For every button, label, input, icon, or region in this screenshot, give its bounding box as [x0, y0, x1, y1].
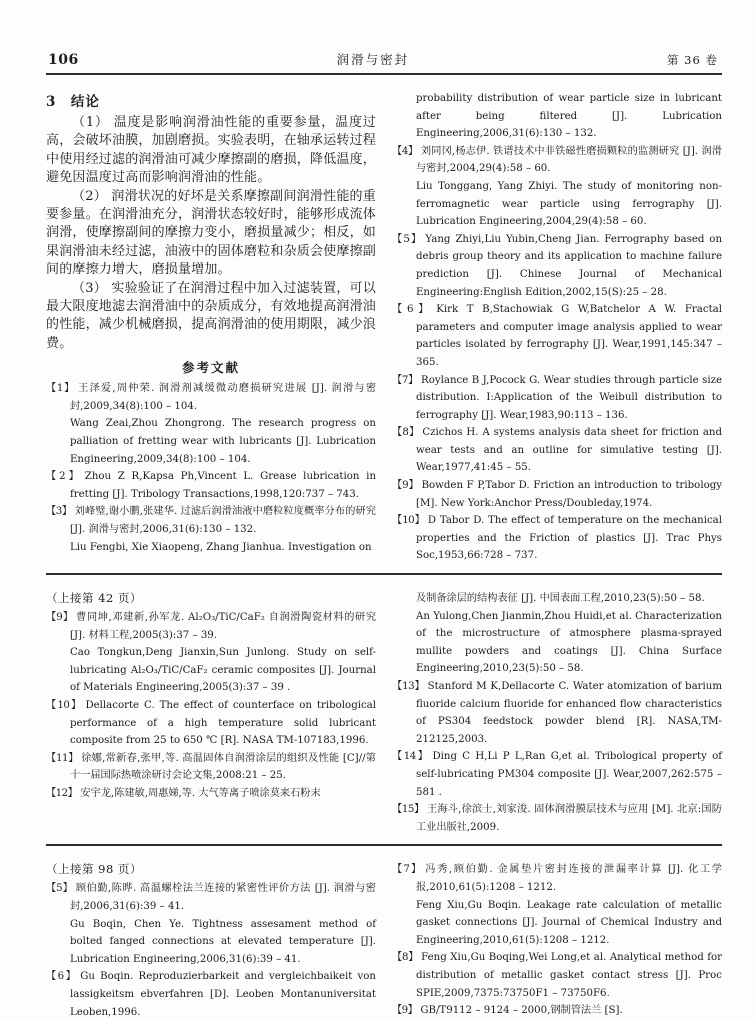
reference-text: 【8】 Czichos H. A systems analysis data sheet for friction and wear tests and an outline for simulative testing [J]. Wear,1977,41:45 – 55. — [392, 427, 723, 474]
continued-section-98 — [46, 861, 722, 1020]
reference-translation: Feng Xiu,Gu Boqin. Leakage rate calculation of metallic gasket connections [J]. Journal of Chemical Industry and Engineering,2010,61(5):1208 – 1212. — [416, 899, 722, 946]
reference-list-main-left — [46, 380, 376, 556]
reference-item — [46, 380, 376, 468]
reference-continuation: probability distribution of wear particle size in lubricant after being filtered [J]. Lubrication Engineering,2006,31(6):130 – 132. — [416, 93, 722, 140]
reference-number: 【7】 — [392, 374, 419, 386]
reference-text: 【7】 Roylance B J,Pocock G. Wear studies through particle size distribution. I:Application of the Weibull distribution to ferrography [J]. Wear,1983,90:113 – 136. — [392, 374, 723, 421]
reference-number: 【12】 — [46, 787, 78, 799]
reference-text: 【4】 刘同冈,杨志伊. 铁谱技术中非铁磁性磨损颗粒的监测研究 [J]. 润滑与密封,2004,29(4):58 – 60. — [392, 145, 722, 175]
reference-item — [46, 880, 376, 968]
journal-title: 润滑与密封 — [336, 52, 410, 67]
reference-number: 【4】 — [392, 145, 418, 157]
reference-item — [392, 424, 722, 477]
right-column — [392, 861, 722, 1020]
reference-item — [46, 503, 376, 556]
reference-text: 【6】 Gu Boqin. Reproduzierbarkeit and vergleichbaikeit von lassigkeitsm ebverfahren [D]. Leoben Montanuniversitat Leoben,1996. — [46, 971, 376, 1018]
reference-number: 【14】 — [392, 751, 430, 763]
reference-number: 【5】 — [392, 233, 423, 245]
reference-item — [392, 512, 722, 565]
reference-number: 【11】 — [46, 752, 79, 764]
reference-text: 【11】 徐娜,常新春,张甲,等. 高温固体自润滑涂层的组织及性能 [C]//第十一届国际热喷涂研讨会论文集,2008:21 – 25. — [46, 752, 376, 782]
reference-list-42-right — [392, 678, 722, 836]
reference-continuation: 及制备涂层的结构表征 [J]. 中国表面工程,2010,23(5):50 – 58. — [416, 593, 705, 605]
main-section — [46, 90, 722, 565]
reference-number: 【6】 — [392, 304, 434, 316]
reference-translation: Liu Tonggang, Yang Zhiyi. The study of monitoring non-ferromagnetic wear particle using ferrography [J]. Lubrication Engineering,2004,29(4):58 – 60. — [416, 180, 722, 228]
volume-label: 第 36 卷 — [667, 53, 718, 67]
reference-number: 【5】 — [46, 883, 73, 895]
reference-text: 【5】 Yang Zhiyi,Liu Yubin,Cheng Jian. Ferrography based on debris group theory and its application to machine failure prediction [J]. Chinese Journal of Mechanical Engineering:English Edition,2002,15(S):25 – 28. — [392, 233, 723, 298]
reference-translation: Gu Boqin, Chen Ye. Tightness assesament method of bolted fanged connections at elevated temperature [J]. Lubrication Engineering,2006,31(6):39 – 41. — [70, 918, 376, 965]
right-column — [392, 590, 722, 836]
reference-number: 【3】 — [46, 506, 72, 518]
reference-number: 【8】 — [392, 427, 420, 439]
header-rule — [46, 73, 722, 75]
reference-number: 【15】 — [392, 804, 424, 816]
reference-item — [46, 468, 376, 503]
reference-text: 【7】 冯秀,顾伯勤. 金属垫片密封连接的泄漏率计算 [J]. 化工学报,2010,61(5):1208 – 1212. — [392, 864, 722, 893]
reference-number: 【9】 — [392, 1005, 418, 1017]
reference-text: 【6】 Kirk T B,Stachowiak G W,Batchelor A W. Fractal parameters and computer image analysis applied to wear particles isolated by ferrography [J]. Wear,1991,145:347 – 365. — [392, 304, 722, 368]
reference-number: 【9】 — [46, 612, 74, 624]
reference-list-42-left — [46, 609, 376, 803]
reference-item — [392, 678, 722, 748]
reference-item — [46, 750, 376, 785]
reference-item — [392, 748, 722, 801]
right-column — [392, 90, 722, 565]
reference-item — [392, 861, 722, 949]
reference-item — [46, 697, 376, 750]
reference-text: 【2】 Zhou Z R,Kapsa Ph,Vincent L. Grease lubrication in fretting [J]. Tribology Transactions,1998,120:737 – 743. — [46, 471, 377, 500]
continued-section-42 — [46, 590, 722, 836]
reference-item — [46, 785, 376, 803]
reference-item — [392, 231, 722, 301]
reference-item — [392, 477, 722, 512]
reference-item — [392, 1002, 722, 1020]
reference-item — [392, 949, 722, 1002]
reference-number: 【9】 — [392, 480, 419, 492]
reference-number: 【13】 — [392, 681, 425, 692]
section-divider — [46, 573, 722, 575]
reference-translation: Liu Fengbi, Xie Xiaopeng, Zhang Jianhua. Investigation on — [70, 541, 372, 553]
section-divider — [46, 844, 722, 846]
conclusion-paragraph-3: （3） 实验验证了在润滑过程中加入过滤装置，可以最大限度地滤去润滑油中的杂质成分，有效地提高润滑油的性能，减少机械磨损，提高润滑油的使用期限，减少浪费。 — [46, 280, 377, 351]
reference-continuation-translation: An Yulong,Chen Jianmin,Zhou Huidi,et al. Characterization of the microstructure of atmosphere plasma-sprayed mullite powders and coatings [J]. China Surface Engineering,2010,23(5):50 – 58. — [416, 610, 722, 675]
conclusion-paragraph-2: （2） 润滑状况的好坏是关系摩擦副间润滑性能的重要参量。在润滑油充分，润滑状态较好时，能够形成流体润滑，使摩擦副间的摩擦力变小，磨损量减少；相反，如果润滑油未经过滤，油液中的固体磨粒和杂质会使摩擦副间的摩擦力增大，磨损量增加。 — [46, 188, 377, 278]
reference-text: 【9】 Bowden F P,Tabor D. Friction an introduction to tribology [M]. New York:Anchor Press/Doubleday,1974. — [392, 480, 722, 509]
reference-text: 【10】 D Tabor D. The effect of temperature on the mechanical properties and the Friction of plastics [J]. Trac Phys Soc,1953,66:728 – 737. — [392, 515, 723, 562]
left-column — [46, 861, 376, 1020]
reference-translation: Wang Zeai,Zhou Zhongrong. The research progress on palliation of fretting wear with lubricants [J]. Lubrication Engineering,2009,34(8):100 – 104. — [70, 418, 376, 465]
reference-text: 【9】 GB/T9112 – 9124 – 2000,钢制管法兰 [S]. — [392, 1005, 623, 1017]
reference-text: 【5】 顾伯勤,陈晔. 高温螺栓法兰连接的紧密性评价方法 [J]. 润滑与密封,2006,31(6):39 – 41. — [46, 883, 376, 912]
reference-number: 【8】 — [392, 952, 419, 964]
reference-item — [392, 801, 722, 836]
reference-number: 【7】 — [392, 864, 423, 876]
reference-item — [392, 372, 722, 425]
references-heading: 参考文献 — [181, 360, 240, 376]
reference-text: 【3】 刘峰璧,谢小鹏,张建华. 过滤后润滑油液中磨粒粒度概率分布的研究 [J]. 润滑与密封,2006,31(6):130 – 132. — [46, 506, 376, 536]
reference-list-98-right — [392, 861, 722, 1019]
left-column — [46, 590, 376, 836]
reference-item — [46, 968, 376, 1020]
page-header — [46, 50, 722, 73]
reference-item — [392, 301, 722, 371]
reference-list-main-right — [392, 143, 722, 565]
reference-text: 【14】 Ding C H,Li P L,Ran G,et al. Tribological property of self-lubricating PM304 composite [J]. Wear,2007,262:575 – 581 . — [392, 751, 723, 798]
page-number: 106 — [48, 52, 79, 68]
conclusion-paragraph-1: （1） 温度是影响润滑油性能的重要参量，温度过高，会破坏油膜，加剧磨损。实验表明，在轴承运转过程中使用经过滤的润滑油可减少摩擦副的磨损，降低温度，避免因温度过高而影响润滑油的性能。 — [46, 115, 377, 186]
reference-number: 【2】 — [46, 471, 82, 483]
continued-from-label: （上接第 98 页） — [46, 862, 142, 877]
reference-number: 【10】 — [392, 515, 425, 527]
reference-number: 【6】 — [46, 971, 78, 983]
reference-text: 【8】 Feng Xiu,Gu Boqing,Wei Long,et al. Analytical method for distribution of metallic gasket contact stress [J]. Proc SPIE,2009,7375:73750F1 – 73750F6. — [392, 952, 722, 999]
reference-text: 【12】 安宇龙,陈建敏,周惠娣,等. 大气等离子喷涂莫来石粉末 — [46, 787, 321, 799]
reference-translation: Cao Tongkun,Deng Jianxin,Sun Junlong. Study on self-lubricating Al₂O₃/TiC/CaF₂ ceramic composites [J]. Journal of Materials Engineering,2005(3):37 – 39 . — [70, 647, 376, 694]
reference-text: 【10】 Dellacorte C. The effect of counterface on tribological performance of a high temperature solid lubricant composite from 25 to 650 ℃ [R]. NASA TM-107183,1996. — [46, 700, 377, 747]
reference-item — [46, 609, 376, 697]
reference-number: 【10】 — [46, 700, 83, 711]
conclusion-heading: 3 结论 — [46, 94, 100, 110]
reference-item — [392, 143, 722, 231]
continued-from-label: （上接第 42 页） — [46, 591, 142, 606]
reference-number: 【1】 — [46, 383, 76, 395]
reference-text: 【13】 Stanford M K,Dellacorte C. Water atomization of barium fluoride calcium fluoride for enhanced flow characteristics of PS304 feedstock powder blend [R]. NASA,TM-212125,2003. — [392, 681, 722, 745]
reference-text: 【15】 王海斗,徐滨士,刘家浚. 固体润滑膜层技术与应用 [M]. 北京:国防工业出版社,2009. — [392, 804, 722, 833]
reference-list-98-left — [46, 880, 376, 1020]
reference-text: 【1】 王泽爱,周仲荣. 润滑剂减缓微动磨损研究进展 [J]. 润滑与密封,2009,34(8):100 – 104. — [46, 383, 377, 412]
left-column — [46, 90, 376, 565]
reference-text: 【9】 曹同坤,邓建新,孙军龙. Al₂O₃/TiC/CaF₂ 自润滑陶瓷材料的研究 [J]. 材料工程,2005(3):37 – 39. — [46, 612, 377, 641]
